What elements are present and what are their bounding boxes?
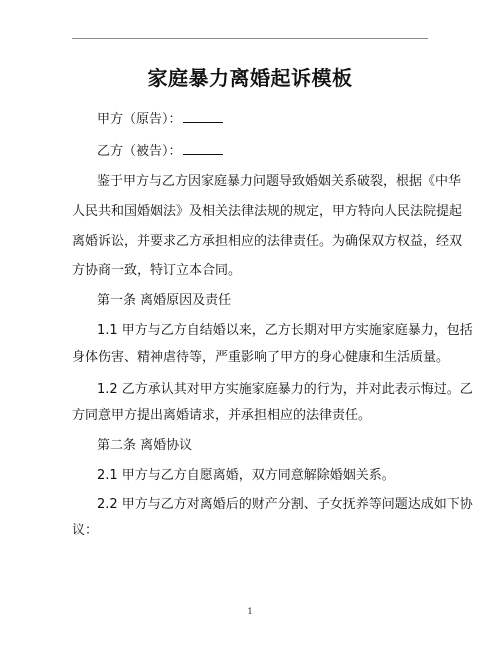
article-1-heading: 第一条 离婚原因及责任 — [97, 293, 232, 308]
preamble-line-4: 方协商一致，特订立本合同。 — [72, 263, 242, 278]
page-number: 1 — [247, 607, 253, 616]
clause-2-2-line-2: 议： — [72, 523, 99, 538]
preamble-line-2: 人民共和国婚姻法》及相关法律法规的规定，甲方特向人民法院提起 — [72, 204, 463, 219]
party-b-label: 乙方（被告）： — [97, 144, 182, 159]
party-a-blank — [183, 110, 223, 123]
party-b-line — [97, 142, 223, 161]
clause-2-1: 2.1 甲方与乙方自愿离婚，双方同意解除婚姻关系。 — [97, 468, 395, 483]
party-b-blank — [183, 142, 223, 155]
party-a-line — [97, 110, 223, 129]
clause-1-2-line-2: 方同意甲方提出离婚请求，并承担相应的法律责任。 — [72, 408, 372, 423]
header-rule — [72, 38, 428, 39]
document-title: 家庭暴力离婚起诉模板 — [147, 66, 353, 90]
preamble-line-3: 离婚诉讼，并要求乙方承担相应的法律责任。为确保双方权益，经双 — [72, 234, 463, 249]
preamble-line-1: 鉴于甲方与乙方因家庭暴力问题导致婚姻关系破裂，根据《中华 — [97, 174, 462, 189]
clause-1-1-line-1: 1.1 甲方与乙方自结婚以来，乙方长期对甲方实施家庭暴力，包括 — [97, 323, 473, 338]
clause-1-1-line-2: 身体伤害、精神虐待等，严重影响了甲方的身心健康和生活质量。 — [72, 350, 450, 365]
clause-1-2-line-1: 1.2 乙方承认其对甲方实施家庭暴力的行为，并对此表示悔过。乙 — [97, 382, 473, 397]
clause-2-2-line-1: 2.2 甲方与乙方对离婚后的财产分割、子女抚养等问题达成如下协 — [97, 497, 473, 512]
article-2-heading: 第二条 离婚协议 — [97, 438, 193, 453]
party-a-label: 甲方（原告）： — [97, 112, 182, 127]
